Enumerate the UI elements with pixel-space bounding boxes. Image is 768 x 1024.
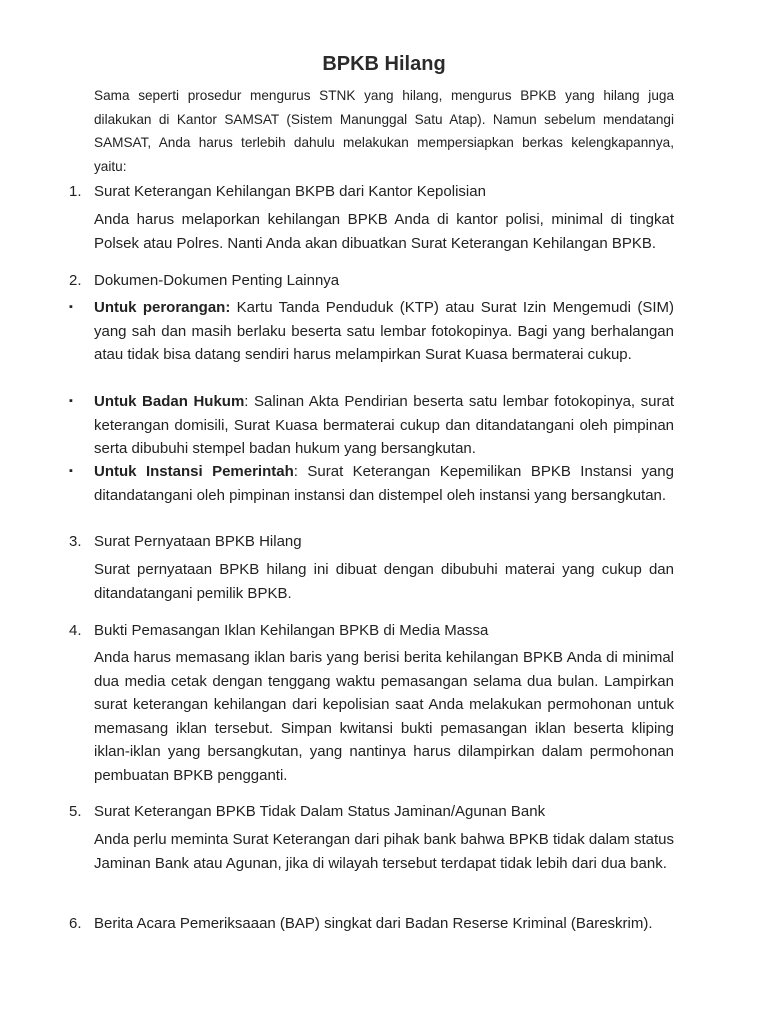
item-5-title: Surat Keterangan BPKB Tidak Dalam Status Jaminan/Agunan Bank	[94, 803, 546, 820]
bullet-badan-hukum-text: : Salinan Akta Pendirian beserta satu lembar fotokopinya, surat keterangan domisili, Surat Kuasa bermaterai cukup dan ditandatangani oleh pimpinan serta dibubuhi stempel badan hukum yang bersangkutan.	[94, 393, 674, 457]
bullet-instansi-text: : Surat Keterangan Kepemilikan BPKB Instansi yang ditandatangani oleh pimpinan instansi dan distempel oleh instansi yang bersangkutan.	[94, 463, 674, 504]
item-6-title: Berita Acara Pemeriksaaan (BAP) singkat dari Badan Reserse Kriminal (Bareskrim).	[94, 915, 653, 932]
item-5-text: Anda perlu meminta Surat Keterangan dari pihak bank bahwa BPKB tidak dalam status Jaminan Bank atau Agunan, jika di wilayah tersebut terdapat tidak lebih dari dua bank.	[94, 831, 674, 872]
item-1-number: 1.	[69, 183, 82, 200]
item-1-text: Anda harus melaporkan kehilangan BPKB Anda di kantor polisi, minimal di tingkat Polsek atau Polres. Nanti Anda akan dibuatkan Surat Keterangan Kehilangan BPKB.	[94, 211, 674, 252]
document-title: BPKB Hilang	[322, 53, 446, 75]
item-3-title: Surat Pernyataan BPKB Hilang	[94, 533, 302, 550]
item-2-title: Dokumen-Dokumen Penting Lainnya	[94, 272, 340, 289]
bullet-marker: ▪	[69, 395, 73, 407]
bullet-badan-hukum-label: Untuk Badan Hukum	[94, 393, 245, 410]
bullet-perorangan-label: Untuk perorangan:	[94, 299, 231, 316]
item-3-text: Surat pernyataan BPKB hilang ini dibuat dengan dibubuhi materai yang cukup dan ditandatangani pemilik BPKB.	[94, 561, 674, 602]
item-4-number: 4.	[69, 622, 82, 639]
item-4-title: Bukti Pemasangan Iklan Kehilangan BPKB di Media Massa	[94, 622, 489, 639]
intro-paragraph: Sama seperti prosedur mengurus STNK yang hilang, mengurus BPKB yang hilang juga dilakukan di Kantor SAMSAT (Sistem Manunggal Satu Atap). Namun sebelum mendatangi SAMSAT, Anda harus terlebih dahulu melakukan mempersiapkan berkas kelengkapannya, yaitu:	[94, 88, 674, 174]
bullet-marker: ▪	[69, 465, 73, 477]
bullet-badan-hukum	[94, 390, 674, 461]
item-2-number: 2.	[69, 272, 82, 289]
item-3-number: 3.	[69, 533, 82, 550]
bullet-perorangan-text: Kartu Tanda Penduduk (KTP) atau Surat Izin Mengemudi (SIM) yang sah dan masih berlaku beserta satu lembar fotokopinya. Bagi yang berhalangan atau tidak bisa datang sendiri harus melampirkan Surat Kuasa bermaterai cukup.	[94, 299, 674, 363]
bullet-marker: ▪	[69, 301, 73, 313]
bullet-instansi-label: Untuk Instansi Pemerintah	[94, 463, 294, 480]
bullet-perorangan	[94, 296, 674, 367]
item-4-text: Anda harus memasang iklan baris yang berisi berita kehilangan BPKB Anda di minimal dua media cetak dengan tenggang waktu pemasangan selama dua bulan. Lampirkan surat keterangan kehilangan dari kepolisian saat Anda melakukan permohonan untuk memasang iklan tersebut. Simpan kwitansi bukti pemasangan iklan beserta kliping iklan-iklan yang bersangkutan, yang nantinya harus dilampirkan dalam permohonan pembuatan BPKB pengganti.	[94, 649, 674, 784]
item-6-number: 6.	[69, 915, 82, 932]
item-1-title: Surat Keterangan Kehilangan BKPB dari Kantor Kepolisian	[94, 183, 486, 200]
bullet-instansi	[94, 460, 674, 507]
item-5-number: 5.	[69, 803, 82, 820]
